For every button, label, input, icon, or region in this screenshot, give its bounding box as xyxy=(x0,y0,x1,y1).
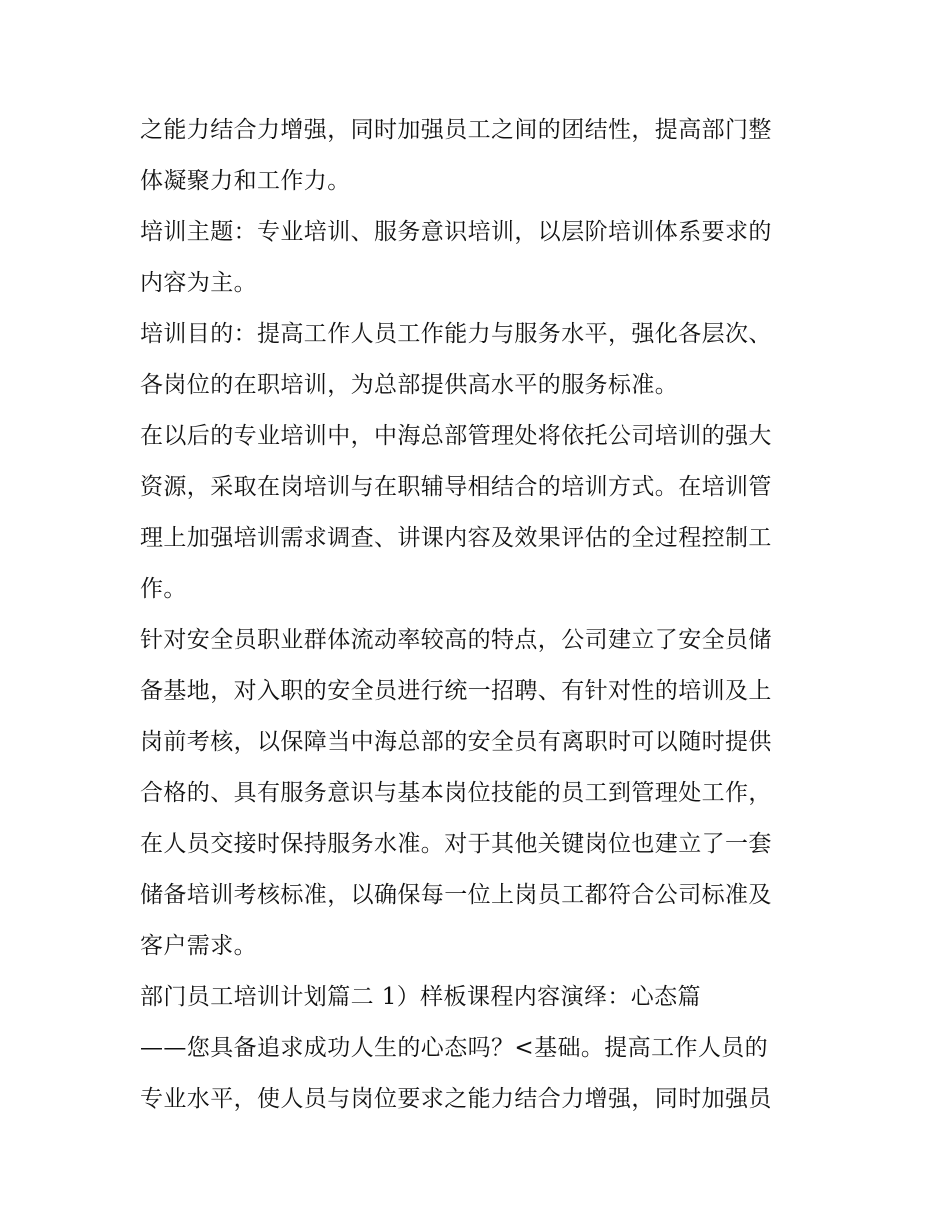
text-line: 理上加强培训需求调查、讲课内容及效果评估的全过程控制工 xyxy=(140,525,772,551)
text-line: 各岗位的在职培训，为总部提供高水平的服务标准。 xyxy=(140,372,679,398)
text-line: 资源，采取在岗培训与在职辅导相结合的培训方式。在培训管 xyxy=(140,474,772,500)
text-line: ——您具备追求成功人生的心态吗？<基础。提高工作人员的 xyxy=(140,1035,769,1061)
text-line: 作。 xyxy=(140,576,187,602)
text-line: 培训目的：提高工作人员工作能力与服务水平，强化各层次、 xyxy=(140,321,772,347)
text-line: 专业水平，使人员与岗位要求之能力结合力增强，同时加强员 xyxy=(140,1086,772,1112)
text-line: 客户需求。 xyxy=(140,933,257,959)
text-line: 在人员交接时保持服务水准。对于其他关键岗位也建立了一套 xyxy=(140,831,772,857)
text-line: 部门员工培训计划篇二 1）样板课程内容演绎：心态篇 xyxy=(140,984,701,1010)
text-line: 体凝聚力和工作力。 xyxy=(140,168,351,194)
body-text xyxy=(140,105,820,1125)
text-line: 针对安全员职业群体流动率较高的特点，公司建立了安全员储 xyxy=(140,627,772,653)
text-line: 之能力结合力增强，同时加强员工之间的团结性，提高部门整 xyxy=(140,117,772,143)
text-line: 备基地，对入职的安全员进行统一招聘、有针对性的培训及上 xyxy=(140,678,772,704)
text-line: 合格的、具有服务意识与基本岗位技能的员工到管理处工作， xyxy=(140,780,772,806)
text-line: 岗前考核，以保障当中海总部的安全员有离职时可以随时提供 xyxy=(140,729,772,755)
text-line: 在以后的专业培训中，中海总部管理处将依托公司培训的强大 xyxy=(140,423,772,449)
text-line: 储备培训考核标准，以确保每一位上岗员工都符合公司标准及 xyxy=(140,882,772,908)
text-line: 培训主题：专业培训、服务意识培训，以层阶培训体系要求的 xyxy=(140,219,772,245)
text-line: 内容为主。 xyxy=(140,270,257,296)
